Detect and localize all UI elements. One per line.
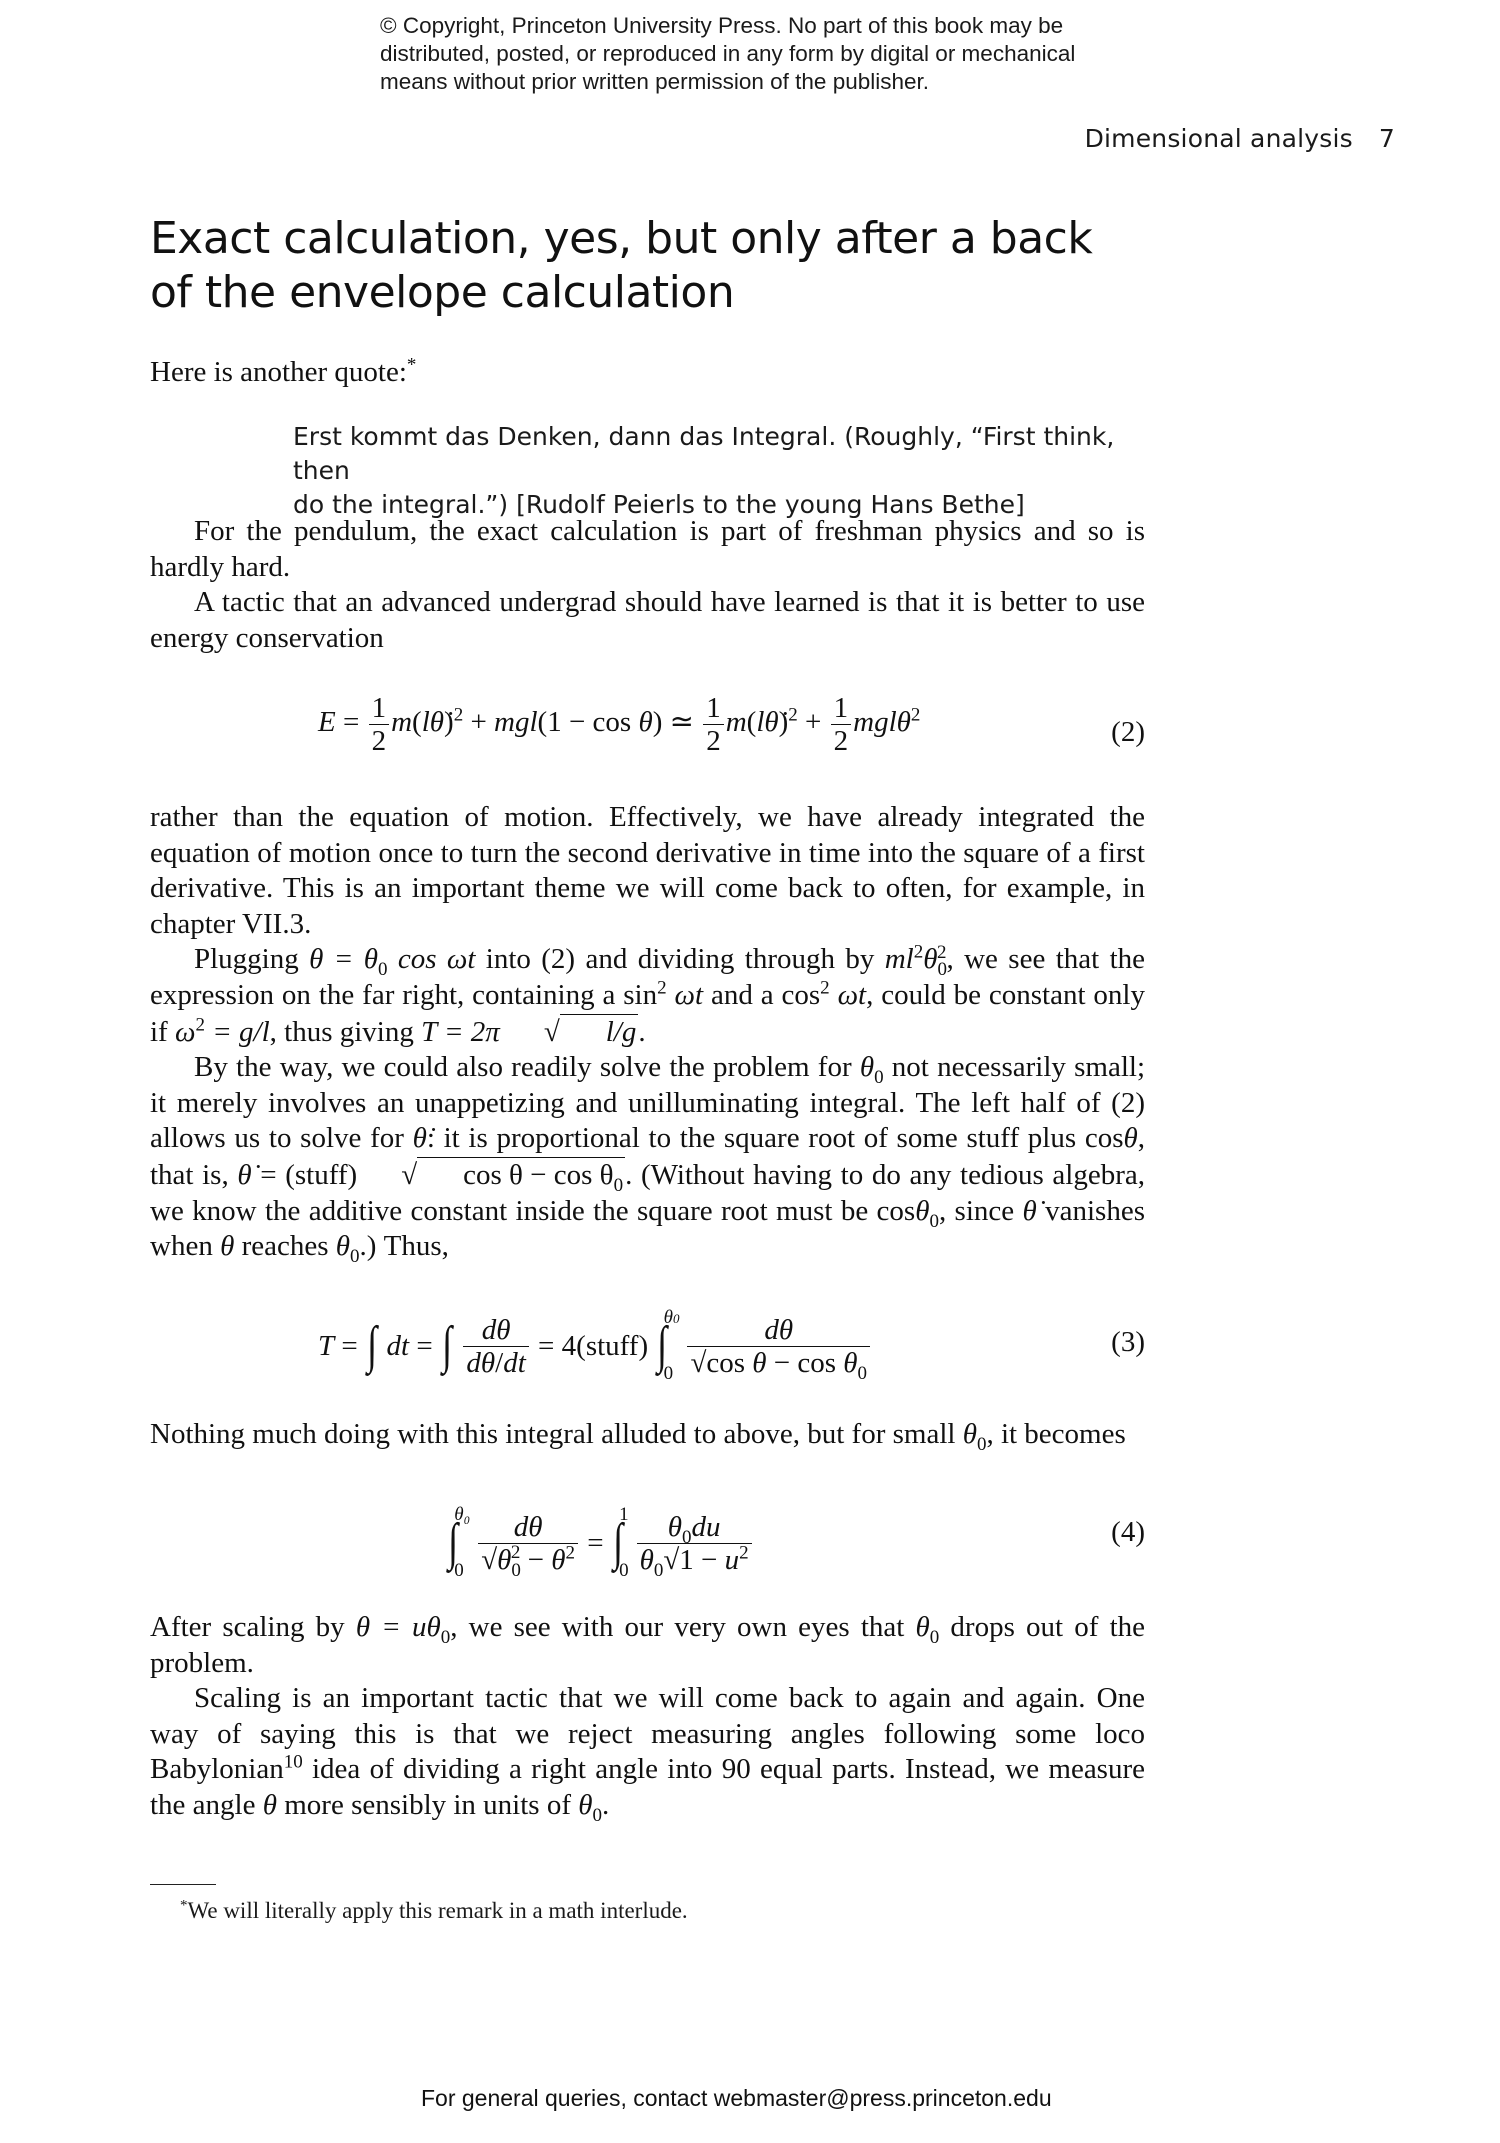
- section-title: [150, 212, 1150, 320]
- blockquote: [293, 420, 1123, 522]
- equation-4: [150, 1488, 1145, 1598]
- footnote-marker: *: [180, 1897, 188, 1914]
- section-title-line2: of the envelope calculation: [150, 267, 735, 318]
- footnote-text: We will literally apply this remark in a math interlude.: [187, 1898, 688, 1923]
- footnote-ref[interactable]: 10: [283, 1751, 303, 1773]
- quote-line: Erst kommt das Denken, dann das Integral. (Roughly, “First think, then: [293, 422, 1115, 485]
- paragraph: After scaling by $\theta = u\theta_0$, we see with our very own eyes that $\theta_0$ drops out of the problem.: [150, 1611, 1145, 1679]
- eq-symbol: E: [318, 706, 336, 739]
- footnote-marker: *: [406, 354, 417, 376]
- copyright-line: distributed, posted, or reproduced in any form by digital or mechanical: [380, 41, 1076, 66]
- fraction: $\frac{1}{2}$: [703, 692, 724, 757]
- paragraph: rather than the equation of motion. Effectively, we have already integrated the equation of motion once to turn the second derivative in time into the square of a first derivative. This is an important theme we will come back to often, for example, in chapter VII.3.: [150, 801, 1145, 940]
- running-head: [1085, 124, 1395, 153]
- paragraph: For the pendulum, the exact calculation is part of freshman physics and so is hardly hard.: [150, 515, 1145, 583]
- equation-3-body: T = ∫ dt = ∫ $\frac{d\theta}{d\theta/dt}$ = 4(stuff) ∫ θ0 0 $\frac{d\theta}{√\cos \theta - \cos \theta_0}$: [318, 1296, 872, 1396]
- equation-2-body: E = $\frac{1}{2}$ m(lθ̇)$^2$ + mgl(1 − cos θ) ≃ $\frac{1}{2}$ m(lθ̇)$^2$ + $\frac{1}{2}$ mglθ$^2$: [318, 692, 921, 757]
- footnote: [180, 1896, 1080, 1926]
- copyright-line: © Copyright, Princeton University Press. No part of this book may be: [380, 13, 1064, 38]
- footnote-divider: [150, 1884, 216, 1885]
- section-title-line1: Exact calculation, yes, but only after a back: [150, 213, 1093, 264]
- fraction: $\frac{1}{2}$: [369, 692, 390, 757]
- intro-text: [150, 355, 1150, 391]
- body-paragraphs-2: [150, 800, 1145, 1265]
- page-number: 7: [1378, 124, 1395, 153]
- paragraph: Nothing much doing with this integral alluded to above, but for small $\theta_0$, it becomes: [150, 1418, 1126, 1455]
- intro-sentence: Here is another quote:: [150, 356, 407, 388]
- equation-number: (3): [1111, 1326, 1145, 1358]
- copyright-notice: [380, 12, 1180, 96]
- paragraph: Plugging $\theta = \theta_0$ cos ωt into (2) and dividing through by $ml^2\theta_0^2$, we see that the expression on the far right, containing a $\sin^2 \omega t$ and a $\cos^2 \omega t$, could be constant only if $\omega^2 = g/l$, thus giving T = 2π √ l/g .: [150, 942, 1145, 1050]
- copyright-line: means without prior written permission of the publisher.: [380, 69, 930, 94]
- equation-3: [150, 1296, 1145, 1396]
- equation-number: (2): [1111, 716, 1145, 748]
- body-paragraphs-1: [150, 514, 1145, 656]
- body-paragraphs-4: [150, 1610, 1145, 1824]
- equation-4-body: ∫ θ₀ 0 $\frac{d\theta}{√\theta_0^2 - \theta^2}$ = ∫ 1 0 $\frac{\theta_0du}{\theta_0√1 - u^2}$: [446, 1488, 754, 1598]
- paragraph: A tactic that an advanced undergrad should have learned is that it is better to use energy conservation: [150, 586, 1145, 654]
- body-paragraphs-3: [150, 1417, 1145, 1453]
- equation-2: [150, 692, 1145, 772]
- quote-line: do the integral.”) [Rudolf Peierls to the young Hans Bethe]: [293, 490, 1025, 519]
- equation-number: (4): [1111, 1516, 1145, 1548]
- paragraph: Scaling is an important tactic that we will come back to again and again. One way of saying this is that we reject measuring angles following some loco Babylonian$^{10}$ idea of dividing a right angle into 90 equal parts. Instead, we measure the angle θ more sensibly in units of $\theta_0$.: [150, 1682, 1145, 1826]
- paragraph: By the way, we could also readily solve the problem for $\theta_0$ not necessarily small; it merely involves an unappetizing and unilluminating integral. The left half of (2) allows us to solve for θ̇: it is proportional to the square root of some stuff plus cosθ, that is, θ̇ = (stuff) √ $\cos \theta - \cos \theta_0$ . (Without having to do any tedious algebra, we know the additive constant inside the square root must be cosθ$_0$, since θ̇ vanishes when θ reaches $\theta_0$.) Thus,: [150, 1051, 1145, 1267]
- fraction: $\frac{1}{2}$: [831, 692, 852, 757]
- running-head-section: Dimensional analysis: [1084, 124, 1353, 153]
- page-footer: For general queries, contact webmaster@press.princeton.edu: [421, 2085, 1052, 2111]
